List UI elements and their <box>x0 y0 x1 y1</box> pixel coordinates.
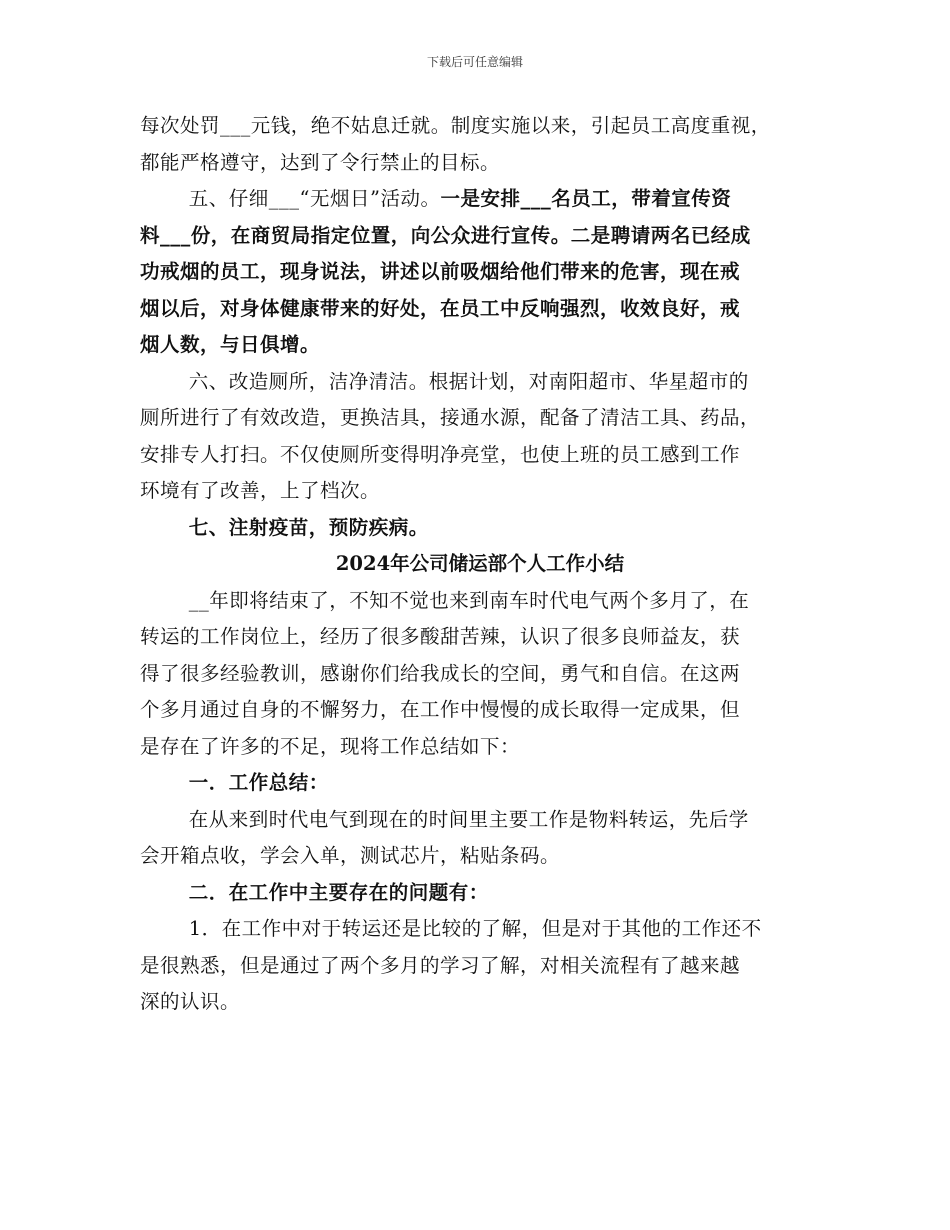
text-line: 是很熟悉，但是通过了两个多月的学习了解，对相关流程有了越来越 <box>140 953 741 977</box>
section-part2 <box>140 583 820 1021</box>
text-line: 转运的工作岗位上，经历了很多酸甜苦辣，认识了很多良师益友，获 <box>140 625 741 648</box>
text-line: 每次处罚___元钱，绝不姑息迁就。制度实施以来，引起员工高度重视， <box>140 114 771 137</box>
text-line: 七、注射疫苗，预防疾病。 <box>188 515 429 539</box>
text-line: 环境有了改善，上了档次。 <box>140 479 381 502</box>
text-line: 烟人数，与日俱增。 <box>140 333 321 356</box>
text-line: 烟以后，对身体健康带来的好处，在员工中反响强烈，收效良好，戒 <box>140 296 741 320</box>
text-line: 五、仔细___“无烟日”活动。一是安排___名员工，带着宣传资 <box>188 187 732 210</box>
text-line: 六、改造厕所，洁净清洁。根据计划，对南阳超市、华星超市的 <box>188 369 749 393</box>
text-line: 个多月通过自身的不懈努力，在工作中慢慢的成长取得一定成果，但 <box>140 698 741 721</box>
text-line: 会开箱点收，学会入单，测试芯片，粘贴条码。 <box>140 844 561 867</box>
text-line: 安排专人打扫。不仅使厕所变得明净亮堂，也使上班的员工感到工作 <box>140 442 741 466</box>
text-line: 1．在工作中对于转运还是比较的了解，但是对于其他的工作还不 <box>188 917 762 940</box>
text-line: __年即将结束了，不知不觉也来到南车时代电气两个多月了，在 <box>188 588 750 612</box>
text-line: 二．在工作中主要存在的问题有： <box>188 880 489 904</box>
bold-inline-text: 一是安排___名员工，带着宣传资 <box>440 187 732 210</box>
document-title: 2024年公司储运部个人工作小结 <box>335 552 625 575</box>
text-line: 功戒烟的员工，现身说法，讲述以前吸烟给他们带来的危害，现在戒 <box>140 260 741 283</box>
text-line: 在从来到时代电气到现在的时间里主要工作是物料转运，先后学 <box>188 807 749 831</box>
text-line: 料___份，在商贸局指定位置，向公众进行宣传。二是聘请两名已经成 <box>140 223 751 247</box>
text-line: 深的认识。 <box>140 990 241 1013</box>
document-body <box>140 108 820 1021</box>
text-line: 一．工作总结： <box>188 771 329 794</box>
section-part1 <box>140 108 820 546</box>
text-line: 厕所进行了有效改造，更换洁具，接通水源，配备了清洁工具、药品， <box>140 406 761 429</box>
page-header-note: 下载后可任意编辑 <box>426 55 523 69</box>
text-line: 是存在了许多的不足，现将工作总结如下： <box>140 734 521 758</box>
text-line: 得了很多经验教训，感谢你们给我成长的空间，勇气和自信。在这两 <box>140 661 741 685</box>
text-line: 都能严格遵守，达到了令行禁止的目标。 <box>140 150 501 174</box>
